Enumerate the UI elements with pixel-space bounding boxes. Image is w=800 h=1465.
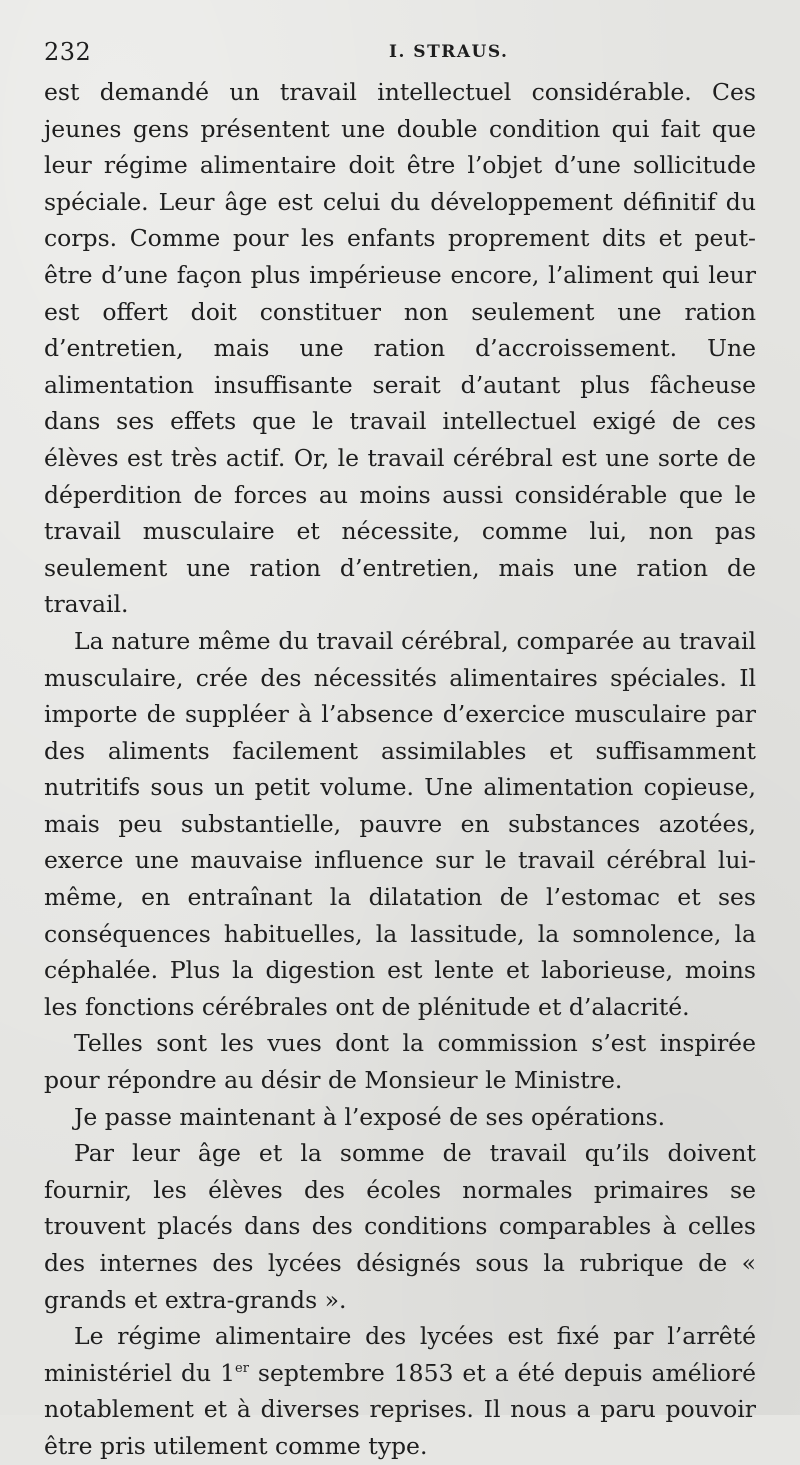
page-number: 232 (44, 38, 92, 66)
paragraph-3: Telles sont les vues dont la commission s’est inspirée pour répondre au désir de Monsieur le Ministre. (44, 1029, 756, 1095)
body-text (44, 74, 756, 1465)
running-head (44, 34, 756, 70)
running-title: I. STRAUS. (389, 42, 509, 62)
paragraph-4: Je passe maintenant à l’exposé de ses opérations. (74, 1102, 666, 1131)
paragraph-6 (44, 1318, 756, 1464)
ordinal-superscript: er (235, 1360, 249, 1376)
paragraph-5: Par leur âge et la somme de travail qu’ils doivent fournir, les élèves des écoles normales primaires se trouvent placés dans des conditions comparables à celles des internes des lycées désignés sous la rubrique de « grands et extra-grands ». (44, 1139, 756, 1314)
paragraph-6-end: septembre 1853 et a été depuis amélioré notablement et à diverses reprises. Il nous a paru pouvoir être pris utilement comme type. (44, 1358, 756, 1460)
paragraph-2: La nature même du travail cérébral, comparée au travail musculaire, crée des nécessités alimentaires spéciales. Il importe de suppléer à l’absence d’exercice musculaire par des aliments facilement assimilables et suffisamment nutritifs sous un petit volume. Une alimentation copieuse, mais peu substantielle, pauvre en substances azotées, exerce une mauvaise influence sur le travail cérébral lui-même, en entraînant la dilatation de l’estomac et ses conséquences habituelles, la lassitude, la somnolence, la céphalée. Plus la digestion est lente et laborieuse, moins les fonctions cérébrales ont de plénitude et d’alacrité. (44, 626, 756, 1021)
paragraph-6-start: Le régime alimentaire des lycées est fixé par l’arrêté ministériel du 1 (44, 1322, 756, 1387)
paragraph-1: est demandé un travail intellectuel considérable. Ces jeunes gens présentent une double condition qui fait que leur régime alimentaire doit être l’objet d’une sollicitude spéciale. Leur âge est celui du développement définitif du corps. Comme pour les enfants proprement dits et peut-être d’une façon plus impérieuse encore, l’aliment qui leur est offert doit constituer non seulement une ration d’entretien, mais une ration d’accroissement. Une alimentation insuffisante serait d’autant plus fâcheuse dans ses effets que le travail intellectuel exigé de ces élèves est très actif. Or, le travail cérébral est une sorte de déperdition de forces au moins aussi considérable que le travail musculaire et nécessite, comme lui, non pas seulement une ration d’entretien, mais une ration de travail. (44, 78, 756, 619)
